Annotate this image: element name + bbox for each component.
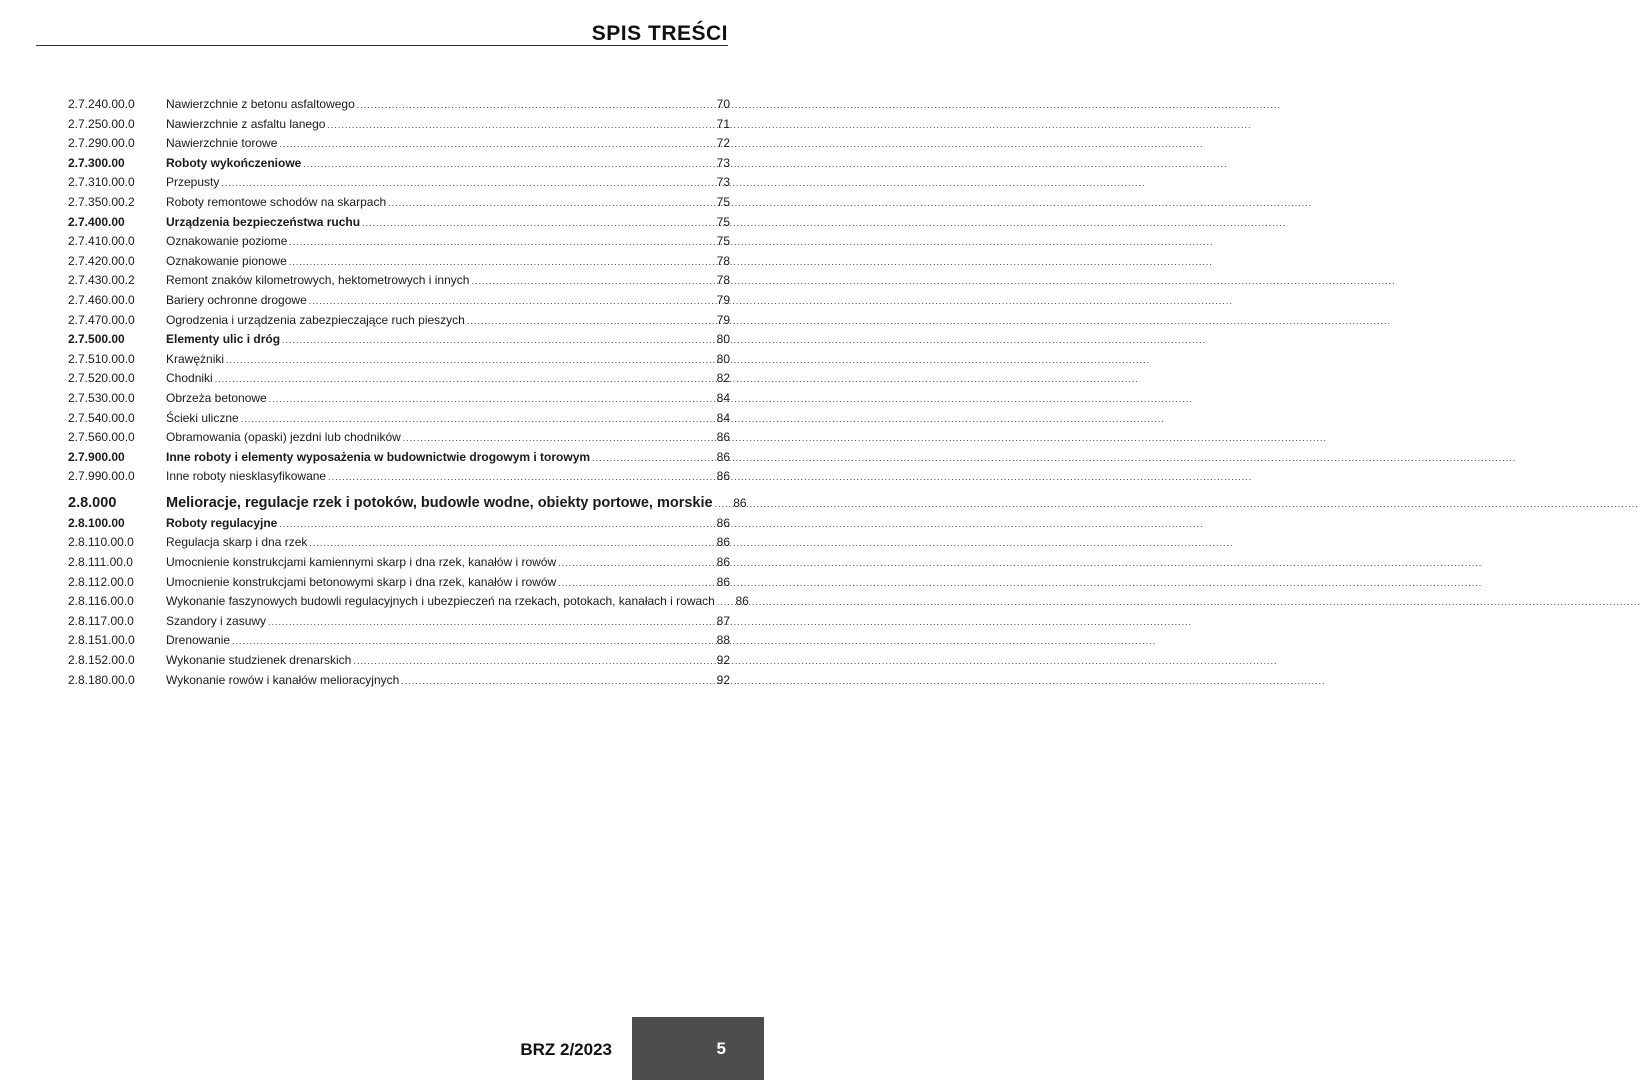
toc-entry: [68, 533, 730, 553]
toc-entry-code: 2.7.250.00.0: [68, 116, 135, 131]
toc-entry-page: 80: [716, 332, 730, 347]
toc-entry-code: 2.8.180.00.0: [68, 672, 135, 687]
toc-entry-title: Roboty wykończeniowe: [166, 155, 302, 170]
dot-leader: [303, 155, 704, 175]
toc-entry: [68, 553, 730, 573]
toc-entry-title: Urządzenia bezpieczeństwa ruchu: [166, 214, 361, 229]
toc-entry-title: Oznakowanie pionowe: [166, 253, 287, 268]
toc-entry-code: 2.7.410.00.0: [68, 234, 135, 249]
dot-leader: [289, 233, 704, 253]
toc-entry-code: 2.7.420.00.0: [68, 253, 135, 268]
toc-entry-page: 88: [716, 633, 730, 648]
toc-entry-page: 75: [716, 234, 730, 249]
toc-entry-code: 2.8.117.00.0: [68, 613, 134, 628]
footer-issue: BRZ 2/2023: [520, 1040, 612, 1059]
toc-entry-title: Ogrodzenia i urządzenia zabezpieczające ruch pieszych: [166, 312, 465, 327]
toc-entry: [68, 467, 730, 487]
toc-entry-page: 84: [716, 410, 730, 425]
toc-entry: [68, 95, 730, 115]
toc-entry: [68, 671, 730, 691]
toc-entry: [68, 631, 730, 651]
toc-entry-code: 2.7.560.00.0: [68, 430, 135, 445]
footer-page-number: 5: [632, 1017, 764, 1080]
toc-entry: [68, 213, 730, 233]
toc-entry-page: 73: [716, 175, 730, 190]
toc-entry-code: 2.7.430.00.2: [68, 273, 135, 288]
toc-entry-code: 2.7.900.00: [68, 449, 125, 464]
toc-entry: [68, 612, 730, 632]
toc-entry-page: 78: [716, 253, 730, 268]
dot-leader: [353, 652, 704, 672]
toc-entry-page: 84: [716, 390, 730, 405]
dot-leader: [215, 370, 704, 390]
toc-entry-page: 86: [716, 555, 730, 570]
toc-entry: [68, 651, 730, 671]
toc-entry-code: 2.8.112.00.0: [68, 574, 134, 589]
dot-leader: [282, 331, 704, 351]
toc-entry: [68, 409, 730, 429]
dot-leader: [268, 613, 704, 633]
toc-entry-title: Nawierzchnie z betonu asfaltowego: [166, 97, 355, 111]
toc-entry-title: Drenowanie: [166, 633, 231, 648]
toc-entry-title: Nawierzchnie z asfaltu lanego: [166, 116, 326, 131]
toc-entry-title: Ścieki uliczne: [166, 410, 239, 425]
dot-leader: [289, 253, 704, 273]
toc-entry-title: Wykonanie rowów i kanałów melioracyjnych: [166, 672, 400, 687]
toc-entry-title: Krawężniki: [166, 351, 225, 366]
toc-entry: [68, 448, 730, 468]
toc-entry-page: 87: [716, 613, 730, 628]
dot-leader: [357, 96, 704, 116]
dot-leader: [362, 214, 704, 234]
toc-entry: [68, 134, 730, 154]
dot-leader: [558, 574, 704, 594]
dot-leader: [241, 410, 704, 430]
dot-leader: [558, 554, 704, 574]
toc-entry-code: 2.8.116.00.0: [68, 594, 134, 609]
toc-entry-title: Umocnienie konstrukcjami betonowymi skarp i dna rzek, kanałów i rowów: [166, 574, 557, 589]
toc-entry-code: 2.8.151.00.0: [68, 633, 135, 648]
toc-entry-title: Melioracje, regulacje rzek i potoków, budowle wodne, obiekty portowe, morskie: [166, 494, 713, 511]
toc-entry-page: 71: [716, 116, 730, 131]
toc-entry-page: 75: [716, 214, 730, 229]
dot-leader: [269, 390, 704, 410]
toc-entry-page: 92: [716, 672, 730, 687]
toc-entry-code: 2.8.000: [68, 494, 117, 511]
toc-entry-page: 86: [716, 535, 730, 550]
toc-entry: [68, 514, 730, 534]
toc-entry: [68, 592, 749, 612]
dot-leader: [327, 116, 704, 136]
toc-entry-title: Elementy ulic i dróg: [166, 332, 281, 347]
toc-entry-title: Chodniki: [166, 371, 213, 386]
toc-entry-page: 86: [716, 515, 730, 530]
toc-entry-code: 2.7.520.00.0: [68, 371, 135, 386]
toc-entry-title: Wykonanie faszynowych budowli regulacyjnych i ubezpieczeń na rzekach, potokach, kanałach i rowach: [166, 594, 715, 609]
dot-leader: [309, 292, 704, 312]
dot-leader: [309, 534, 704, 554]
toc-entry: [68, 350, 730, 370]
toc-entry: [68, 311, 730, 331]
toc-entry: [68, 232, 730, 252]
toc-entry-page: 82: [716, 371, 730, 386]
toc-entry-page: 92: [716, 653, 730, 668]
dot-leader: [388, 194, 704, 214]
toc-entry-code: 2.7.400.00: [68, 214, 125, 229]
toc-entry: [68, 493, 747, 514]
dot-leader: [232, 632, 704, 652]
toc-entry-title: Inne roboty niesklasyfikowane: [166, 469, 327, 484]
toc-entry-code: 2.7.510.00.0: [68, 351, 135, 366]
toc-entry-page: 86: [716, 574, 730, 589]
toc-entry-title: Remont znaków kilometrowych, hektometrowych i innych: [166, 273, 470, 288]
toc-entry-page: 75: [716, 194, 730, 209]
toc-entry: [68, 252, 730, 272]
toc-entry-title: Roboty regulacyjne: [166, 515, 278, 530]
toc-entry-code: 2.8.100.00: [68, 515, 125, 530]
toc-entry-title: Umocnienie konstrukcjami kamiennymi skarp i dna rzek, kanałów i rowów: [166, 555, 557, 570]
toc-entry-page: 86: [716, 469, 730, 484]
table-of-contents: [68, 95, 749, 690]
dot-leader: [279, 135, 704, 155]
toc-entry-title: Roboty remontowe schodów na skarpach: [166, 194, 387, 209]
dot-leader: [279, 515, 704, 535]
toc-entry: [68, 369, 730, 389]
dot-leader: [717, 593, 723, 613]
toc-entry-title: Oznakowanie poziome: [166, 234, 288, 249]
dot-leader: [467, 312, 704, 332]
toc-entry-code: 2.7.990.00.0: [68, 469, 135, 484]
page-title: SPIS TREŚCI: [591, 22, 728, 45]
toc-entry-code: 2.7.500.00: [68, 332, 125, 347]
toc-entry-title: Regulacja skarp i dna rzek: [166, 535, 308, 550]
toc-entry-title: Szandory i zasuwy: [166, 613, 267, 628]
toc-entry-page: 86: [733, 495, 747, 510]
toc-entry-page: 72: [716, 136, 730, 151]
toc-entry-code: 2.7.240.00.0: [68, 97, 135, 111]
toc-entry-code: 2.8.152.00.0: [68, 653, 135, 668]
toc-entry-title: Nawierzchnie torowe: [166, 136, 278, 151]
toc-entry: [68, 154, 730, 174]
dot-leader: [221, 174, 704, 194]
title-rule: [36, 45, 728, 46]
toc-entry-code: 2.7.460.00.0: [68, 292, 135, 307]
dot-leader: [403, 429, 704, 449]
toc-entry-page: 86: [716, 430, 730, 445]
toc-entry-page: 70: [716, 97, 730, 111]
toc-entry: [68, 389, 730, 409]
toc-entry-code: 2.7.470.00.0: [68, 312, 135, 327]
toc-entry-code: 2.7.290.00.0: [68, 136, 135, 151]
toc-entry: [68, 573, 730, 593]
toc-entry-code: 2.7.530.00.0: [68, 390, 135, 405]
toc-entry-page: 78: [716, 273, 730, 288]
toc-entry: [68, 291, 730, 311]
toc-entry-title: Wykonanie studzienek drenarskich: [166, 653, 352, 668]
dot-leader: [715, 494, 721, 515]
toc-entry-page: 80: [716, 351, 730, 366]
toc-entry: [68, 330, 730, 350]
toc-entry-title: Bariery ochronne drogowe: [166, 292, 307, 307]
dot-leader: [592, 449, 704, 469]
toc-entry: [68, 271, 730, 291]
toc-entry-code: 2.7.350.00.2: [68, 194, 135, 209]
toc-entry-page: 79: [716, 292, 730, 307]
toc-entry-code: 2.7.300.00: [68, 155, 125, 170]
toc-entry-code: 2.8.110.00.0: [68, 535, 134, 550]
toc-entry-code: 2.7.540.00.0: [68, 410, 135, 425]
toc-entry-page: 86: [716, 449, 730, 464]
toc-entry-page: 79: [716, 312, 730, 327]
dot-leader: [226, 351, 704, 371]
toc-entry: [68, 173, 730, 193]
toc-entry: [68, 115, 730, 135]
toc-entry-title: Obrzeża betonowe: [166, 390, 267, 405]
toc-entry-title: Inne roboty i elementy wyposażenia w budownictwie drogowym i torowym: [166, 449, 591, 464]
toc-entry-title: Przepusty: [166, 175, 220, 190]
toc-entry-title: Obramowania (opaski) jezdni lub chodników: [166, 430, 401, 445]
toc-entry: [68, 428, 730, 448]
toc-entry: [68, 193, 730, 213]
dot-leader: [401, 672, 704, 692]
toc-entry-code: 2.7.310.00.0: [68, 175, 135, 190]
toc-entry-code: 2.8.111.00.0: [68, 555, 133, 570]
dot-leader: [328, 468, 704, 488]
dot-leader: [471, 272, 704, 292]
toc-entry-page: 86: [735, 594, 749, 609]
toc-entry-page: 73: [716, 155, 730, 170]
